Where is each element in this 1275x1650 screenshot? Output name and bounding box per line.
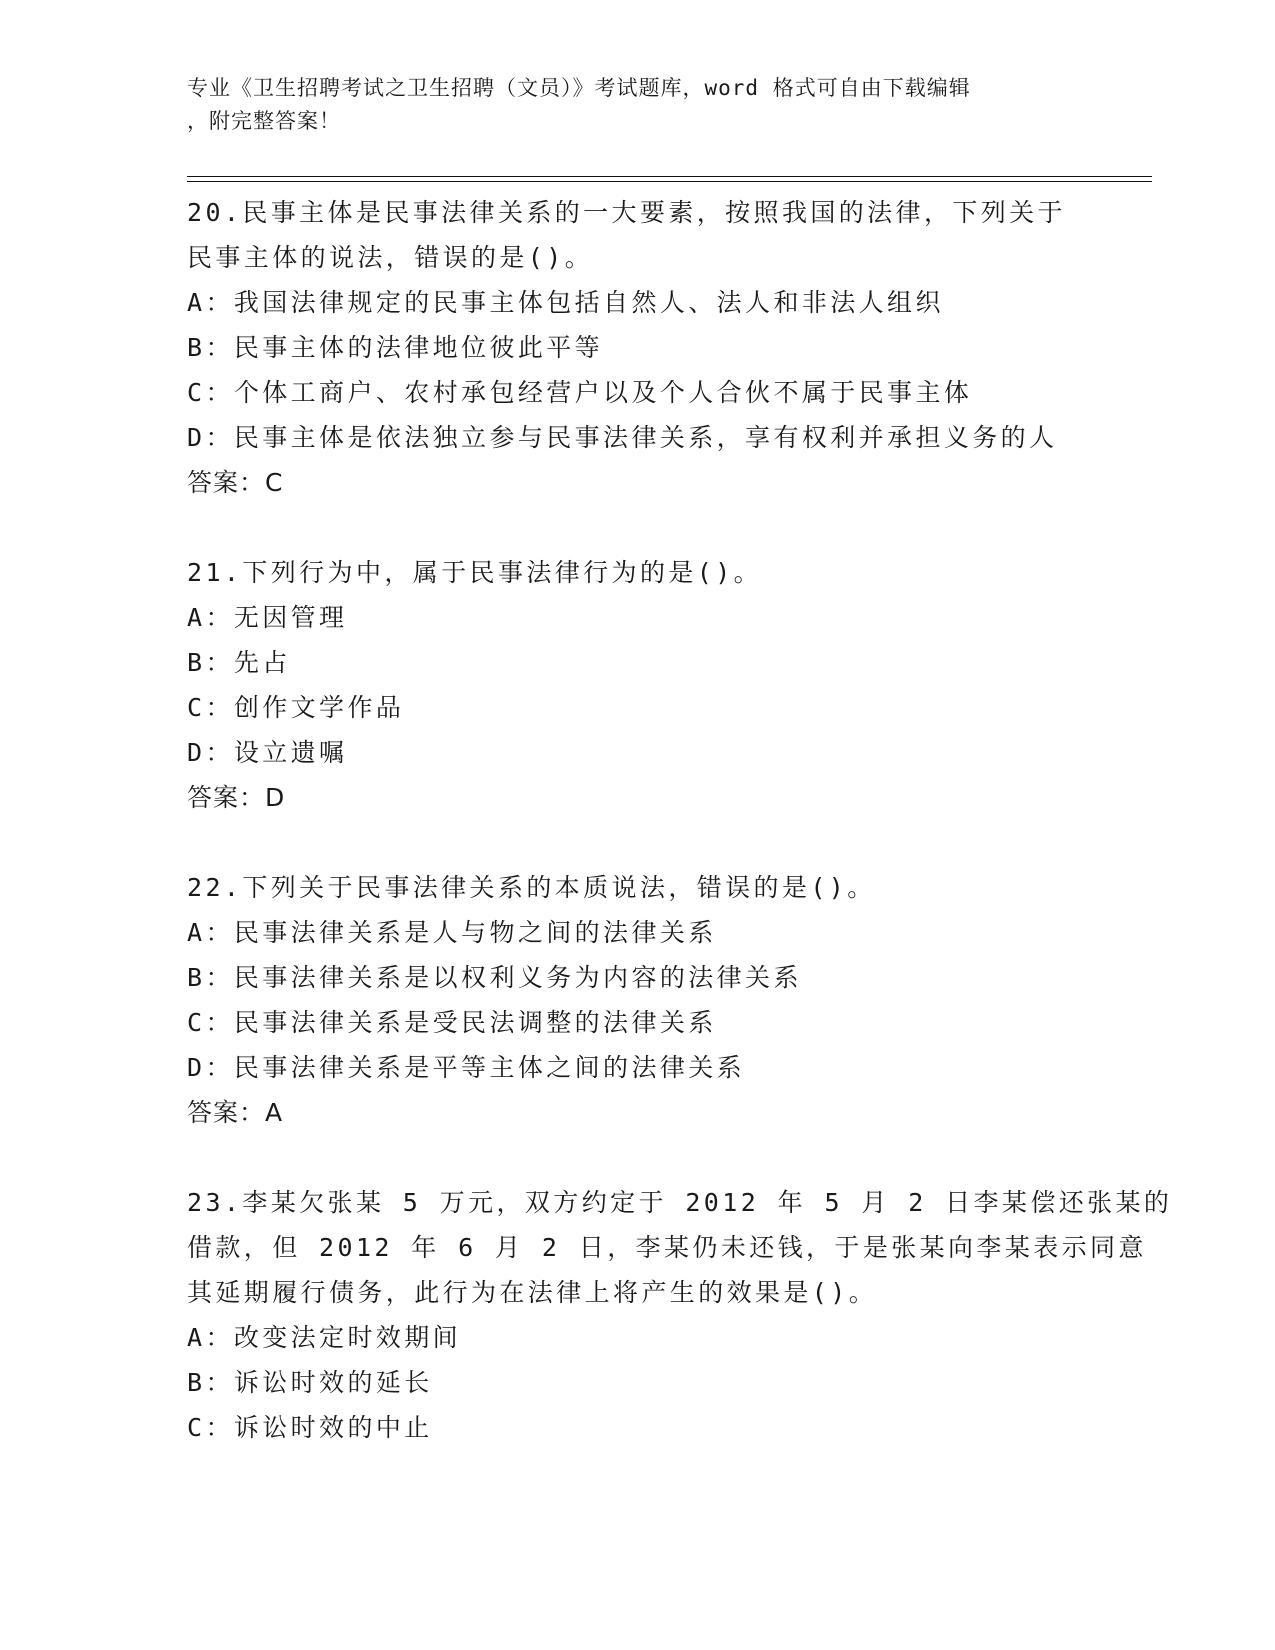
- question-21: [187, 550, 1087, 820]
- header-line: 专业《卫生招聘考试之卫生招聘（文员）》考试题库，word 格式可自由下载编辑: [187, 76, 971, 100]
- question-stem: 20.民事主体是民事法律关系的一大要素，按照我国的法律，下列关于: [187, 198, 1066, 227]
- option-d: D：民事法律关系是平等主体之间的法律关系: [187, 1053, 746, 1082]
- question-stem: 民事主体的说法，错误的是()。: [187, 243, 594, 272]
- question-stem: 21.下列行为中，属于民事法律行为的是()。: [187, 558, 763, 587]
- question-stem: 其延期履行债务，此行为在法律上将产生的效果是()。: [187, 1278, 878, 1307]
- header-line: ，附完整答案！: [187, 109, 341, 133]
- option-a: A：改变法定时效期间: [187, 1323, 462, 1352]
- question-stem: 23.李某欠张某 5 万元，双方约定于 2012 年 5 月 2 日李某偿还张某的: [187, 1188, 1173, 1217]
- answer: 答案：A: [187, 1098, 284, 1127]
- option-d: D：民事主体是依法独立参与民事法律关系，享有权利并承担义务的人: [187, 423, 1058, 452]
- option-a: A：我国法律规定的民事主体包括自然人、法人和非法人组织: [187, 288, 944, 317]
- option-c: C：创作文学作品: [187, 693, 405, 722]
- option-d: D：设立遗嘱: [187, 738, 348, 767]
- question-list: [187, 190, 1173, 1450]
- option-b: B：诉讼时效的延长: [187, 1368, 433, 1397]
- question-stem: 22.下列关于民事法律关系的本质说法，错误的是()。: [187, 873, 876, 902]
- document-header: [187, 72, 1087, 138]
- option-c: C：个体工商户、农村承包经营户以及个人合伙不属于民事主体: [187, 378, 973, 407]
- option-b: B：先占: [187, 648, 291, 677]
- question-stem: 借款，但 2012 年 6 月 2 日，李某仍未还钱，于是张某向李某表示同意: [187, 1233, 1147, 1262]
- header-divider-bottom: [187, 181, 1152, 182]
- option-b: B：民事法律关系是以权利义务为内容的法律关系: [187, 963, 802, 992]
- question-22: [187, 865, 1087, 1135]
- question-23: [187, 1180, 1173, 1450]
- answer: 答案：D: [187, 783, 286, 812]
- option-c: C：民事法律关系是受民法调整的法律关系: [187, 1008, 717, 1037]
- option-b: B：民事主体的法律地位彼此平等: [187, 333, 604, 362]
- option-a: A：民事法律关系是人与物之间的法律关系: [187, 918, 717, 947]
- header-divider-top: [187, 176, 1152, 177]
- option-a: A：无因管理: [187, 603, 348, 632]
- answer: 答案：C: [187, 468, 284, 497]
- question-20: [187, 190, 1087, 505]
- option-c: C：诉讼时效的中止: [187, 1413, 433, 1442]
